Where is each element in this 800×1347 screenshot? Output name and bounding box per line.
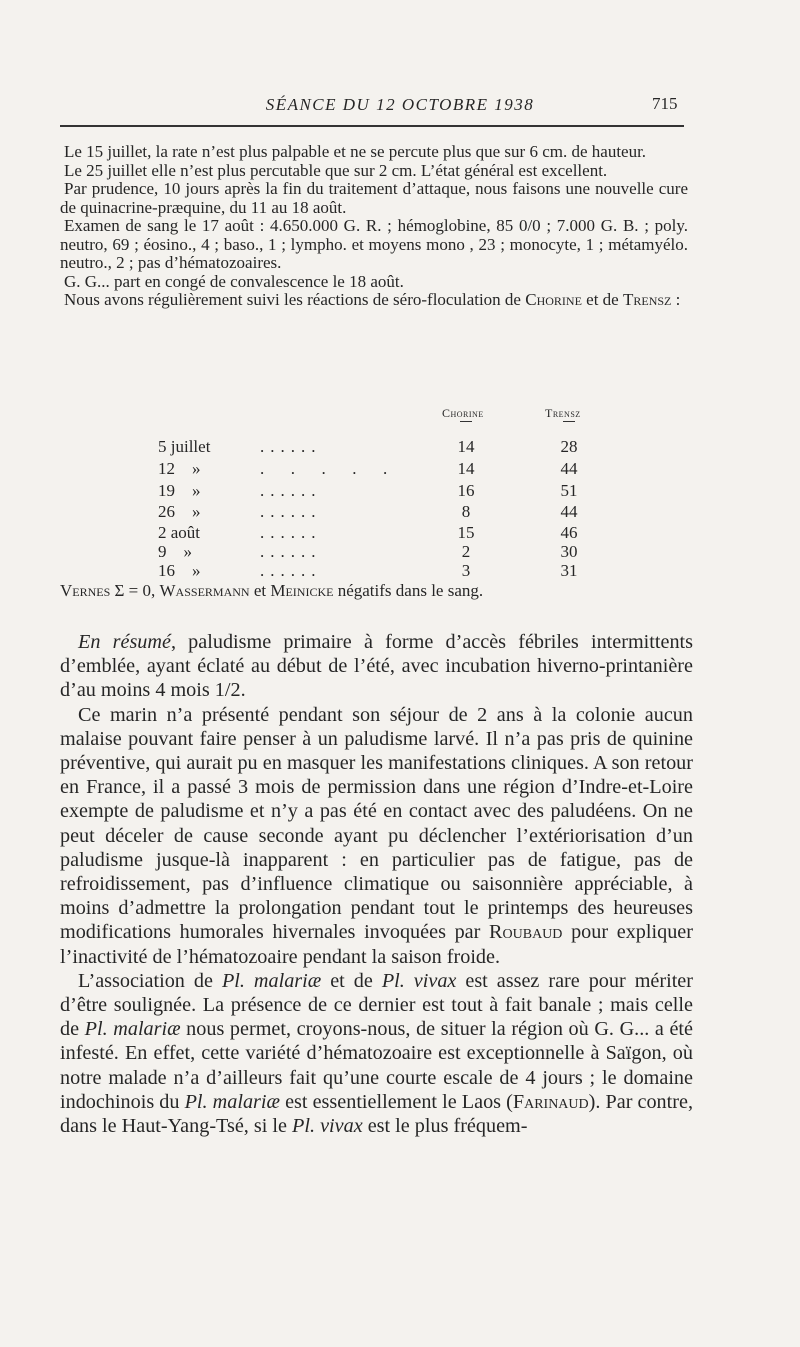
- species-name: Pl. malariæ: [84, 1018, 181, 1041]
- text-run: nous permet, croyons-nous, de situer la région où G. G... a été infesté. En effet, cette variété d’hématozoaire est exceptionnelle à Saïgon, où notre malade n’a d’ailleurs fait qu’une courte escale de 4 jours ; le domaine indochinois du: [60, 1018, 693, 1113]
- case-notes: [60, 143, 688, 310]
- trensz-value: 44: [560, 502, 578, 521]
- author-name: Farinaud: [512, 1090, 589, 1113]
- text-run: Nous avons régulièrement suivi les réactions de séro-floculation de: [64, 290, 526, 309]
- text-run: est assez rare pour mériter d’être soulignée. La présence de ce dernier est tout à fait banale ; mais celle de: [60, 969, 693, 1041]
- text-run: L’association de: [78, 969, 222, 992]
- chorine-value: 14: [457, 437, 475, 456]
- trensz-value: 28: [560, 437, 578, 456]
- column-header-chorine: Chorine: [442, 406, 484, 420]
- chorine-value: 2: [461, 542, 471, 561]
- text-run: est le plus fréquem-: [362, 1115, 528, 1138]
- text-run: et: [249, 581, 271, 600]
- paragraph: Le 15 juillet, la rate n’est plus palpable et ne se percute plus que sur 6 cm. de hauteur.: [64, 142, 647, 161]
- trensz-value: 46: [560, 523, 578, 542]
- text-run: , paludisme primaire à forme d’accès fébriles intermittents d’emblée, ayant éclaté au début de l’été, avec incubation hiverno-printanière d’au moins 4 mois 1/2.: [60, 631, 693, 702]
- running-header: SÉANCE DU 12 OCTOBRE 1938: [265, 95, 535, 114]
- author-name: Trensz: [622, 290, 672, 309]
- row-leader: ......: [260, 561, 322, 580]
- text-run: pour expliquer l’inactivité de l’hématozoaire pendant la saison froide.: [60, 921, 693, 968]
- table-row: [0, 542, 800, 562]
- author-name: Meinicke: [270, 581, 334, 600]
- chorine-value: 16: [457, 481, 475, 500]
- species-name: Pl. malariæ: [184, 1090, 280, 1113]
- row-leader: ......: [260, 481, 322, 500]
- row-date: 2 août: [158, 523, 201, 542]
- species-name: Pl. malariæ: [221, 969, 322, 992]
- italic-run: En résumé: [78, 631, 171, 653]
- table-row: [0, 459, 800, 479]
- paragraph: [60, 291, 688, 310]
- discussion-text: [60, 630, 693, 1138]
- table-row: [0, 502, 800, 522]
- chorine-value: 3: [461, 561, 471, 580]
- table-row: [0, 523, 800, 543]
- row-date: 5 juillet: [158, 437, 211, 456]
- chorine-value: 14: [457, 459, 475, 478]
- paragraph: [60, 630, 693, 703]
- author-name: Chorine: [525, 290, 582, 309]
- text-run: ). Par contre, dans le Haut-Yang-Tsé, si le: [60, 1090, 693, 1138]
- text-run: est essentiellement le Laos (: [279, 1090, 513, 1113]
- row-date: 12 »: [158, 459, 201, 478]
- text-run: négatifs dans le sang.: [333, 581, 484, 600]
- row-date: 16 »: [158, 561, 201, 580]
- trensz-value: 31: [560, 561, 578, 580]
- row-leader: ......: [260, 542, 322, 561]
- serology-footnote: [60, 581, 483, 601]
- chorine-value: 15: [457, 523, 475, 542]
- row-leader: ......: [260, 523, 322, 542]
- trensz-value: 44: [560, 459, 578, 478]
- column-header-trensz: Trensz: [545, 406, 581, 420]
- table-row: [0, 437, 800, 457]
- row-leader: ......: [260, 437, 322, 456]
- text-run: :: [671, 290, 681, 309]
- author-name: Roubaud: [489, 921, 563, 944]
- trensz-value: 51: [560, 481, 578, 500]
- header-dash: [460, 421, 472, 422]
- header-rule: [60, 125, 684, 127]
- paragraph: G. G... part en congé de convalescence le 18 août.: [64, 271, 404, 291]
- header-dash: [563, 421, 575, 422]
- text-run: Σ = 0,: [110, 581, 160, 600]
- page-number: 715: [652, 94, 678, 113]
- paragraph: Par prudence, 10 jours après la fin du traitement d’attaque, nous faisons une nouvelle cure de quinacrine-præquine, du 11 au 18 août.: [60, 179, 688, 217]
- chorine-value: 8: [461, 502, 471, 521]
- paragraph: Le 25 juillet elle n’est plus percutable que sur 2 cm. L’état général est excellent.: [64, 160, 608, 180]
- row-date: 19 »: [158, 481, 201, 500]
- row-leader: . . . . .: [260, 459, 394, 478]
- paragraph: Examen de sang le 17 août : 4.650.000 G. R. ; hémoglobine, 85 0/0 ; 7.000 G. B. ; poly. neutro, 69 ; éosino., 4 ; baso., 1 ; lympho. et moyens mono , 23 ; monocyte, 1 ; métamyélo. neutro., 2 ; pas d’hématozoaires.: [60, 216, 688, 272]
- text-run: et de: [321, 969, 382, 992]
- species-name: Pl. vivax: [381, 969, 457, 992]
- paragraph: [60, 969, 693, 1138]
- table-row: [0, 561, 800, 581]
- text-run: Ce marin n’a présenté pendant son séjour de 2 ans à la colonie aucun malaise pouvant faire penser à un paludisme larvé. Il n’a pas pris de quinine préventive, qui aurait pu en masquer les manifestations cliniques. A son retour en France, il a passé 3 mois de permission dans une région d’Indre-et-Loire exempte de paludisme et n’y a pas été en contact avec des paludéens. On ne peut déceler de cause seconde ayant pu déclencher l’extériorisation d’un paludisme jusque-là inapparent : en particulier pas de fatigue, pas de refroidissement, pas d’influence climatique ou saisonnière appréciable, à moins d’admettre la prolongation pendant tout le printemps des heureuses modifications humorales hivernales invoquées par: [60, 703, 693, 944]
- species-name: Pl. vivax: [292, 1115, 363, 1138]
- row-leader: ......: [260, 502, 322, 521]
- trensz-value: 30: [560, 542, 578, 561]
- row-date: 9 »: [158, 542, 192, 561]
- table-row: [0, 481, 800, 501]
- author-name: Vernes: [60, 581, 111, 600]
- row-date: 26 »: [158, 502, 201, 521]
- paragraph: [60, 703, 693, 969]
- text-run: et de: [581, 290, 623, 309]
- author-name: Wassermann: [159, 581, 250, 600]
